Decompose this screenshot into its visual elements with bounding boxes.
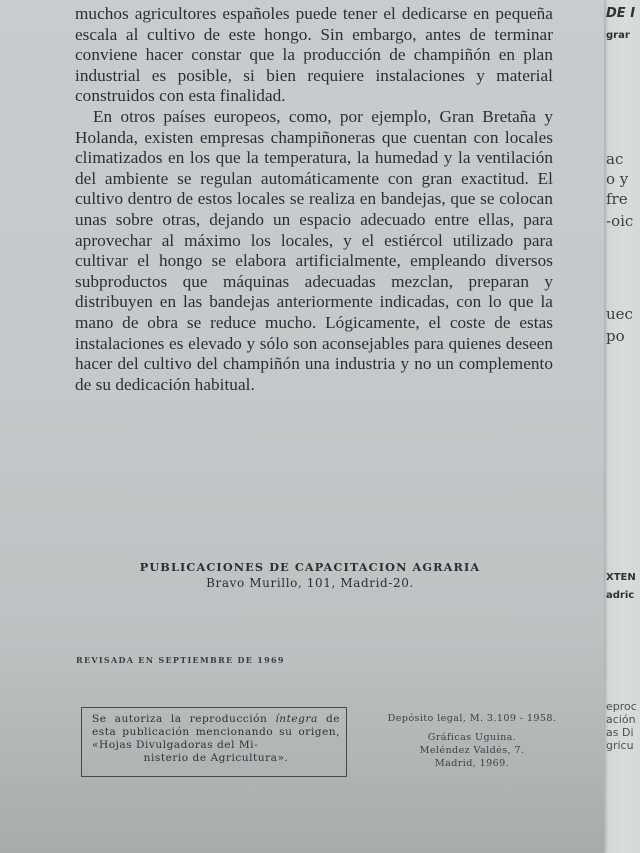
legal-deposit: Depósito legal, M. 3.109 - 1958. <box>387 713 557 724</box>
background-fragment: po <box>606 327 625 345</box>
background-fragment: ac <box>606 150 624 168</box>
publisher-name: PUBLICACIONES DE CAPACITACION AGRARIA <box>139 560 481 574</box>
background-fragment: XTEN <box>606 572 636 583</box>
background-fragment: -oic <box>606 212 634 230</box>
publisher-address: Bravo Murillo, 101, Madrid-20. <box>206 576 414 590</box>
license-emphasis: íntegra <box>275 713 318 725</box>
license-box <box>81 707 347 777</box>
paragraph-1: muchos agricultores españoles puede tener el dedicarse en pequeña escala al cultivo de este hongo. Sin embargo, antes de terminar conviene hacer constar que la producción de champiñón en plan industrial es posible, si bien requiere instalaciones y material construidos con esta finalidad. <box>75 4 553 106</box>
paragraph-2: En otros países europeos, como, por ejemplo, Gran Bretaña y Holanda, existen empresas champiñoneras que cuentan con locales climatizados en los que la temperatura, la humedad y la ventilación del ambiente se regulan automáticamente con gran exactitud. El cultivo dentro de estos locales se realiza en bandejas, que se colocan unas sobre otras, dejando un espacio adecuado entre ellas, para aprovechar al máximo los locales, y el estiércol utilizado para cultivar el hongo se elabora artificialmente, empleando diversos subproductos que máquinas adecuadas mezclan, preparan y distribuyen en las bandejas anteriormente indicadas, con lo que la mano de obra se reduce mucho. Lógicamente, el coste de estas instalaciones es elevado y sólo son aconsejables para quienes deseen hacer del cultivo del champiñón una industria y no un complemento de su dedicación habitual. <box>75 106 553 394</box>
background-fragment: grar <box>606 30 630 41</box>
background-page <box>600 0 640 853</box>
printer-line-2: Meléndez Valdés, 7. <box>419 745 525 756</box>
legal-block <box>372 713 572 770</box>
revision-note: REVISADA EN SEPTIEMBRE DE 1969 <box>76 655 285 665</box>
background-fragment: DE I <box>606 6 636 21</box>
printer-line-3: Madrid, 1969. <box>434 758 510 769</box>
background-fragment: eproc <box>606 700 637 713</box>
background-fragment: gricu <box>606 739 634 752</box>
body-text <box>75 4 553 395</box>
printer-info <box>372 731 572 770</box>
background-fragment: o y <box>606 170 629 188</box>
background-fragment: as Di <box>606 726 634 739</box>
background-fragment: ación <box>606 713 636 726</box>
printer-line-1: Gráficas Uguina. <box>427 732 517 743</box>
license-last-line: nisterio de Agricultura». <box>143 752 289 764</box>
background-fragment: adric <box>606 590 635 601</box>
background-fragment: uec <box>606 305 633 323</box>
background-fragment: fre <box>606 190 628 208</box>
license-text-before: Se autoriza la reproducción <box>92 713 276 725</box>
publisher-block <box>60 560 560 590</box>
license-text-after: de esta publicación mencionando su origen, «Hojas Divulgadoras del Mi- <box>92 713 340 751</box>
